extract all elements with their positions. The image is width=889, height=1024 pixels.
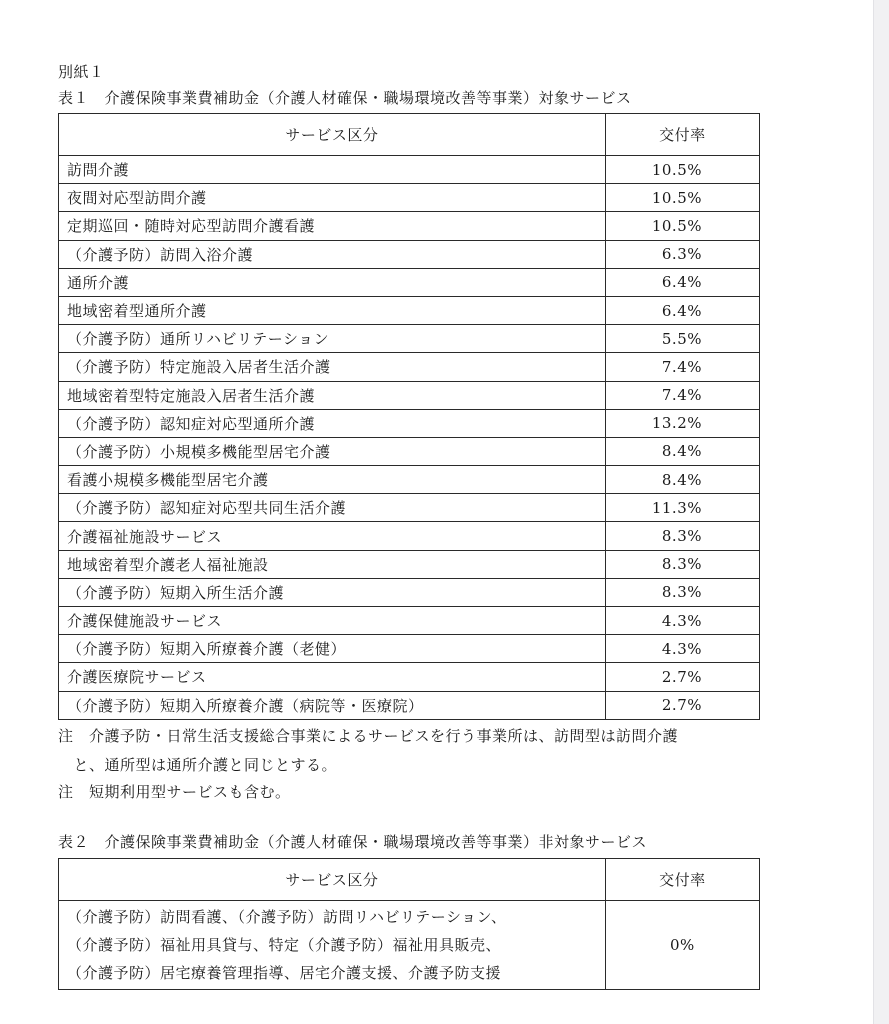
attachment-label: 別紙１ [58,63,105,81]
grant-rate-cell: 2.7% [605,663,759,691]
table-row [59,466,760,494]
header-grant-rate: 交付率 [605,859,759,901]
note-1-line-1: 注 介護予防・日常生活支援総合事業によるサービスを行う事業所は、訪問型は訪問介護 [58,727,679,745]
table-row [59,635,760,663]
service-category-cell: 地域密着型特定施設入居者生活介護 [59,381,606,409]
table1-caption: 表１ 介護保険事業費補助金（介護人材確保・職場環境改善等事業）対象サービス [58,89,632,107]
excluded-services-line: （介護予防）福祉用具貸与、特定（介護予防）福祉用具販売、 [67,936,502,954]
excluded-services-line: （介護予防）訪問看護、（介護予防）訪問リハビリテーション、 [67,908,507,926]
service-category-cell: 地域密着型介護老人福祉施設 [59,550,606,578]
table-row [59,494,760,522]
service-category-cell: 看護小規模多機能型居宅介護 [59,466,606,494]
grant-rate-cell: 5.5% [605,325,759,353]
service-category-cell: （介護予防）短期入所療養介護（老健） [59,635,606,663]
grant-rate-cell: 8.3% [605,522,759,550]
grant-rate-cell: 6.3% [605,240,759,268]
service-category-cell: （介護予防）認知症対応型通所介護 [59,409,606,437]
table-row [59,522,760,550]
excluded-rate-cell: 0% [605,901,759,990]
grant-rate-cell: 6.4% [605,268,759,296]
note-2: 注 短期利用型サービスも含む。 [58,783,291,801]
service-category-cell: 介護福祉施設サービス [59,522,606,550]
service-category-cell: （介護予防）認知症対応型共同生活介護 [59,494,606,522]
table-row [59,663,760,691]
header-grant-rate: 交付率 [605,114,759,156]
table-row [59,437,760,465]
service-category-cell: （介護予防）特定施設入居者生活介護 [59,353,606,381]
table-row [59,578,760,606]
table-row [59,156,760,184]
grant-rate-cell: 8.3% [605,550,759,578]
table-row [59,268,760,296]
grant-rate-cell: 7.4% [605,381,759,409]
table-row [59,353,760,381]
excluded-services-cell [59,901,606,990]
scrollbar-track[interactable] [873,0,889,1024]
table2-excluded-services [58,858,760,990]
service-category-cell: 訪問介護 [59,156,606,184]
table-row [59,240,760,268]
grant-rate-cell: 8.4% [605,466,759,494]
grant-rate-cell: 8.4% [605,437,759,465]
service-category-cell: （介護予防）短期入所療養介護（病院等・医療院） [59,691,606,719]
table-row [59,901,760,990]
table-row [59,296,760,324]
grant-rate-cell: 7.4% [605,353,759,381]
grant-rate-cell: 11.3% [605,494,759,522]
service-category-cell: （介護予防）訪問入浴介護 [59,240,606,268]
table-row [59,325,760,353]
grant-rate-cell: 13.2% [605,409,759,437]
service-category-cell: 地域密着型通所介護 [59,296,606,324]
table1-covered-services [58,113,760,720]
service-category-cell: 介護医療院サービス [59,663,606,691]
header-service-category: サービス区分 [59,114,606,156]
service-category-cell: 夜間対応型訪問介護 [59,184,606,212]
grant-rate-cell: 2.7% [605,691,759,719]
service-category-cell: （介護予防）短期入所生活介護 [59,578,606,606]
table-row [59,691,760,719]
service-category-cell: （介護予防）小規模多機能型居宅介護 [59,437,606,465]
grant-rate-cell: 4.3% [605,607,759,635]
table-row [59,409,760,437]
service-category-cell: 介護保健施設サービス [59,607,606,635]
grant-rate-cell: 8.3% [605,578,759,606]
table-row [59,607,760,635]
service-category-cell: 定期巡回・随時対応型訪問介護看護 [59,212,606,240]
table-header-row [59,114,760,156]
service-category-cell: 通所介護 [59,268,606,296]
table2-caption: 表２ 介護保険事業費補助金（介護人材確保・職場環境改善等事業）非対象サービス [58,833,648,851]
header-service-category: サービス区分 [59,859,606,901]
service-category-cell: （介護予防）通所リハビリテーション [59,325,606,353]
excluded-services-line: （介護予防）居宅療養管理指導、居宅介護支援、介護予防支援 [67,964,502,982]
grant-rate-cell: 6.4% [605,296,759,324]
table-row [59,184,760,212]
table-row [59,381,760,409]
grant-rate-cell: 4.3% [605,635,759,663]
note-1-line-2: と、通所型は通所介護と同じとする。 [58,756,338,774]
table-row [59,212,760,240]
grant-rate-cell: 10.5% [605,212,759,240]
table-header-row [59,859,760,901]
grant-rate-cell: 10.5% [605,156,759,184]
grant-rate-cell: 10.5% [605,184,759,212]
table-row [59,550,760,578]
